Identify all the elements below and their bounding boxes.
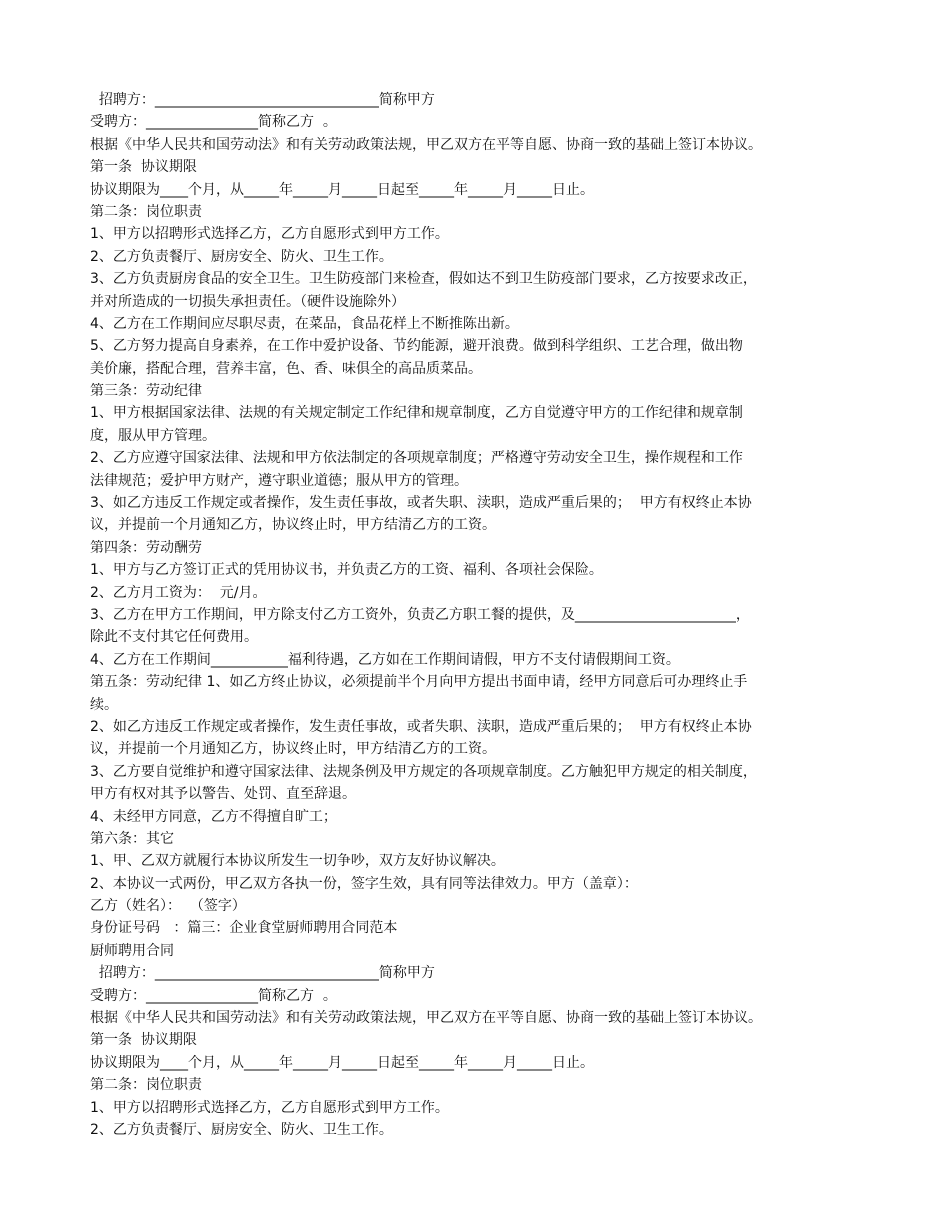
section-heading: 第二条：岗位职责: [90, 203, 202, 220]
text-line: 续。: [90, 696, 118, 713]
text-line: 法律规范；爱护甲方财产，遵守职业道德；服从甲方的管理。: [90, 472, 468, 489]
text-line: 2、乙方应遵守国家法律、法规和甲方依法制定的各项规章制度；严格遵守劳动安全卫生，操作规程和工作: [90, 450, 743, 467]
text-line: 根据《中华人民共和国劳动法》和有关劳动政策法规，甲乙双方在平等自愿、协商一致的基础上签订本协议。: [90, 136, 762, 153]
text-line: 根据《中华人民共和国劳动法》和有关劳动政策法规，甲乙双方在平等自愿、协商一致的基础上签订本协议。: [90, 1010, 762, 1027]
text-line: 甲方有权对其予以警告、处罚、直至辞退。: [90, 786, 356, 803]
section-heading: 第一条 协议期限: [90, 159, 197, 176]
text-line: 2、乙方负责餐厅、厨房安全、防火、卫生工作。: [90, 248, 393, 265]
text-line: 度，服从甲方管理。: [90, 427, 216, 444]
text-line: 议，并提前一个月通知乙方，协议终止时，甲方结清乙方的工资。: [90, 741, 496, 758]
text-line: 2、本协议一式两份，甲乙双方各执一份，签字生效，具有同等法律效力。甲方（盖章）：: [90, 875, 638, 892]
section-heading: 第五条：劳动纪律 1、如乙方终止协议，必须提前半个月向甲方提出书面申请，经甲方同意后可办理终止手: [90, 674, 748, 691]
text-line: 3、乙方负责厨房食品的安全卫生。卫生防疫部门来检查，假如达不到卫生防疫部门要求，乙方按要求改正，: [90, 271, 757, 288]
text-line: 受聘方：________________简称乙方 。: [90, 114, 337, 131]
document-title: 厨师聘用合同: [90, 942, 174, 959]
section-heading: 第四条：劳动酬劳: [90, 539, 202, 556]
text-line: 协议期限为____个月，从_____年_____月_____日起至_____年_____月_____日止。: [90, 1054, 594, 1071]
text-line: 4、乙方在工作期间___________福利待遇，乙方如在工作期间请假，甲方不支付请假期间工资。: [90, 651, 680, 668]
section-heading: 第一条 协议期限: [90, 1032, 197, 1049]
text-line: 4、未经甲方同意，乙方不得擅自旷工；: [90, 808, 337, 825]
text-line: 3、乙方在甲方工作期间，甲方除支付乙方工资外，负责乙方职工餐的提供，及_______________________，: [90, 606, 750, 623]
text-line: 2、乙方负责餐厅、厨房安全、防火、卫生工作。: [90, 1121, 393, 1138]
text-line: 1、甲方以招聘形式选择乙方，乙方自愿形式到甲方工作。: [90, 1099, 449, 1116]
text-line: 1、甲方以招聘形式选择乙方，乙方自愿形式到甲方工作。: [90, 226, 449, 243]
text-line: 招聘方：________________________________简称甲方: [90, 92, 435, 108]
section-heading: 第二条：岗位职责: [90, 1077, 202, 1094]
text-line: 1、甲方根据国家法律、法规的有关规定制定工作纪律和规章制度，乙方自觉遵守甲方的工作纪律和规章制: [90, 405, 743, 422]
text-line: 乙方（姓名）： （签字）: [90, 898, 246, 915]
text-line: 3、如乙方违反工作规定或者操作，发生责任事故，或者失职、渎职，造成严重后果的； 甲方有权终止本协: [90, 495, 752, 512]
text-line: 1、甲、乙双方就履行本协议所发生一切争吵，双方友好协议解决。: [90, 853, 505, 870]
text-line: 美价廉，搭配合理，营养丰富，色、香、味俱全的高品质菜品。: [90, 360, 482, 377]
document-body: [90, 89, 880, 1141]
section-heading: 第六条：其它: [90, 830, 174, 847]
text-line: 议，并提前一个月通知乙方，协议终止时，甲方结清乙方的工资。: [90, 517, 496, 534]
text-line: 2、乙方月工资为： 元/月。: [90, 584, 267, 601]
text-line: 3、乙方要自觉维护和遵守国家法律、法规条例及甲方规定的各项规章制度。乙方触犯甲方规定的相关制度，: [90, 763, 757, 780]
text-line: 受聘方：________________简称乙方 。: [90, 987, 337, 1004]
text-line: 招聘方：________________________________简称甲方: [90, 965, 435, 982]
text-line: 身份证号码 ：篇三：企业食堂厨师聘用合同范本: [90, 920, 398, 937]
text-line: 2、如乙方违反工作规定或者操作，发生责任事故，或者失职、渎职，造成严重后果的； 甲方有权终止本协: [90, 718, 752, 735]
text-line: 协议期限为____个月，从_____年_____月_____日起至_____年_____月_____日止。: [90, 181, 594, 198]
text-line: 5、乙方努力提高自身素养，在工作中爱护设备、节约能源，避开浪费。做到科学组织、工艺合理，做出物: [90, 338, 743, 355]
text-line: 除此不支付其它任何费用。: [90, 629, 258, 646]
text-line: 并对所造成的一切损失承担责任。（硬件设施除外）: [90, 293, 405, 310]
section-heading: 第三条：劳动纪律: [90, 383, 202, 400]
text-line: 1、甲方与乙方签订正式的凭用协议书，并负责乙方的工资、福利、各项社会保险。: [90, 562, 603, 579]
text-line: 4、乙方在工作期间应尽职尽责，在菜品，食品花样上不断推陈出新。: [90, 315, 519, 332]
